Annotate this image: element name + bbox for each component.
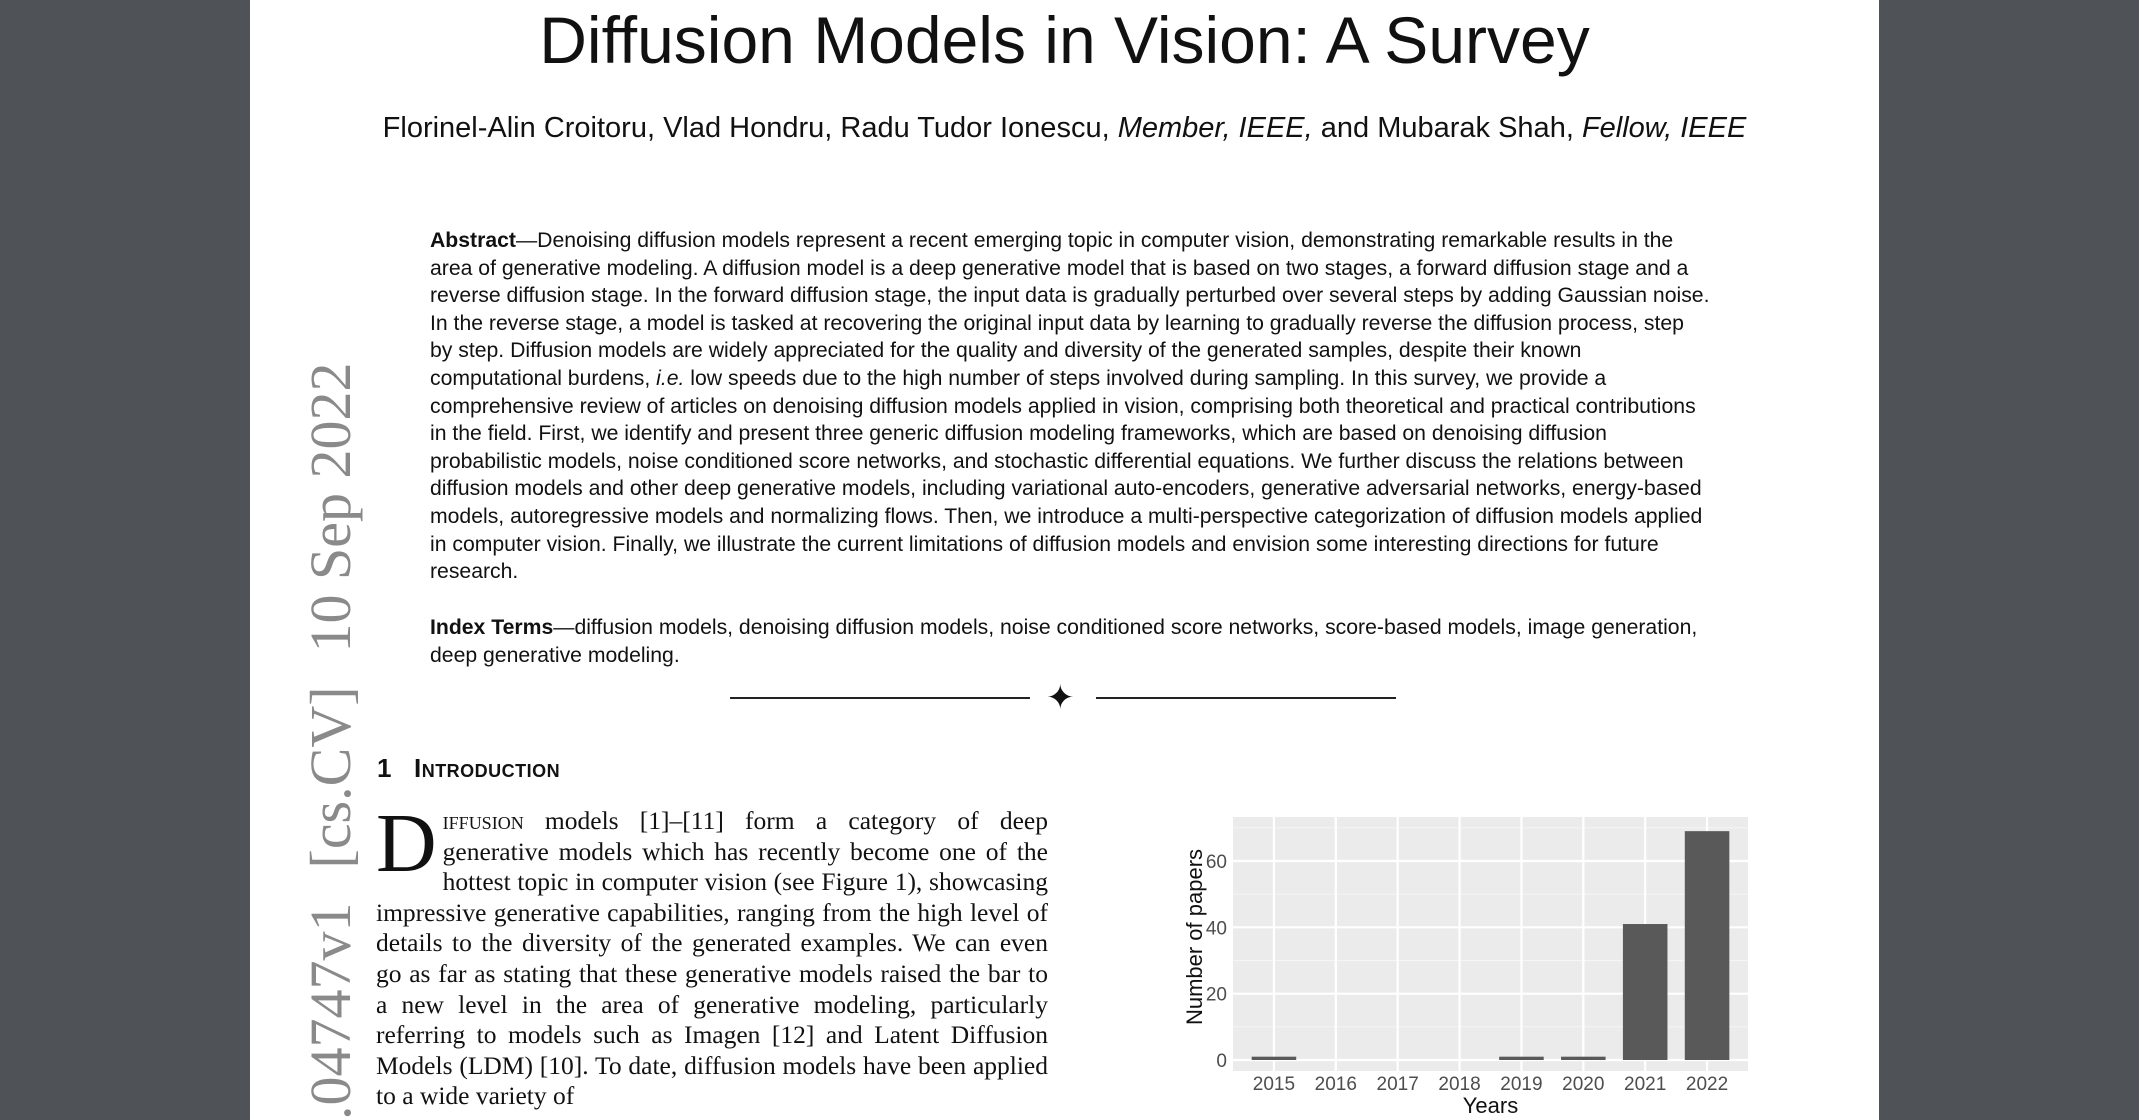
x-tick-label-2017: 2017 [1376,1074,1419,1095]
bar-2022 [1685,831,1730,1060]
x-tick-label-2015: 2015 [1252,1074,1296,1095]
y-tick-label: 40 [1205,918,1227,940]
author-names: Florinel-Alin Croitoru, Vlad Hondru, Radu Tudor Ionescu, [382,112,1118,144]
x-tick-label-2019: 2019 [1500,1074,1543,1095]
y-tick-label: 60 [1205,852,1227,873]
abstract [430,227,1710,586]
abstract-ie: i.e. [656,366,685,390]
bar-2019 [1499,1057,1544,1060]
section-heading [377,753,560,784]
arxiv-date: 10 Sep 2022 [298,362,363,653]
separator-line-left [730,697,1030,699]
x-tick-label-2016: 2016 [1314,1074,1357,1095]
chart-panel [1233,817,1748,1071]
x-tick-label-2020: 2020 [1562,1074,1605,1095]
arxiv-category: [cs.CV] [298,686,363,869]
intro-text: models [1]–[11] form a category of deep generative models which has recently become one of the hottest topic in computer vision (see Figure 1), showcasing impressive generative capabilities, ranging from the high level of details to the diversity of the generated examples. We can even go as far as stating that these generative models raised the bar to a new level in the area of generative modeling, particularly referring to models such as Imagen [12] and Latent Diffusion Models (LDM) [10]. To date, diffusion models have been applied to a wide variety of [376,806,1048,1111]
author-role-fellow: Fellow, IEEE [1581,112,1747,144]
separator-star-icon: ✦ [1046,678,1075,718]
index-terms-label: Index Terms [430,616,554,639]
author-role-member: Member, IEEE, [1117,112,1313,144]
papers-per-year-chart [1120,805,1760,1120]
paper-page [250,0,1879,1120]
bar-2015 [1252,1057,1297,1060]
arxiv-stamp [298,328,363,1120]
intro-smallcaps: iffusion [442,806,524,835]
author-conjunction: and Mubarak Shah, [1312,112,1582,144]
bar-2021 [1623,924,1668,1060]
bar-2020 [1561,1057,1606,1060]
index-terms [430,614,1710,669]
arxiv-id: .04747v1 [298,902,363,1120]
abstract-label: Abstract [430,229,516,252]
index-terms-text: —diffusion models, denoising diffusion models, noise conditioned score networks, score-based models, image generation, deep generative modeling. [430,616,1698,667]
paper-authors [250,112,1879,145]
section-number: 1 [377,753,392,783]
abstract-text-1: —Denoising diffusion models represent a recent emerging topic in computer vision, demonstrating remarkable results in the area of generative modeling. A diffusion model is a deep generative model that is based on two stages, a forward diffusion stage and a reverse diffusion stage. In the forward diffusion stage, the input data is gradually perturbed over several steps by adding Gaussian noise. In the reverse stage, a model is tasked at recovering the original input data by learning to gradually reverse the diffusion process, step by step. Diffusion models are widely appreciated for the quality and diversity of the generated samples, despite their known computational burdens, [430,229,1710,390]
x-tick-label-2022: 2022 [1685,1074,1729,1095]
section-title: Introduction [413,753,561,783]
paper-title: Diffusion Models in Vision: A Survey [539,3,1590,77]
y-tick-label: 0 [1216,1051,1227,1072]
separator-line-right [1096,697,1396,699]
intro-paragraph [376,797,1048,1112]
abstract-text-2: low speeds due to the high number of steps involved during sampling. In this survey, we provide a comprehensive review of articles on denoising diffusion models applied in vision, comprising both theoretical and practical contributions in the field. First, we identify and present three generic diffusion modeling frameworks, which are based on denoising diffusion probabilistic models, noise conditioned score networks, and stochastic differential equations. We further discuss the relations between diffusion models and other deep generative models, including variational auto-encoders, generative adversarial networks, energy-based models, autoregressive models and normalizing flows. Then, we introduce a multi-perspective categorization of diffusion models applied in computer vision. Finally, we illustrate the current limitations of diffusion models and envision some interesting directions for future research. [430,366,1703,584]
y-tick-label: 20 [1205,984,1227,1006]
x-tick-label-2021: 2021 [1624,1074,1667,1095]
x-axis-label: Years [1462,1093,1519,1118]
x-tick-label-2018: 2018 [1438,1074,1481,1095]
dropcap-letter: D [376,797,437,890]
y-axis-label: Number of papers [1182,848,1207,1026]
